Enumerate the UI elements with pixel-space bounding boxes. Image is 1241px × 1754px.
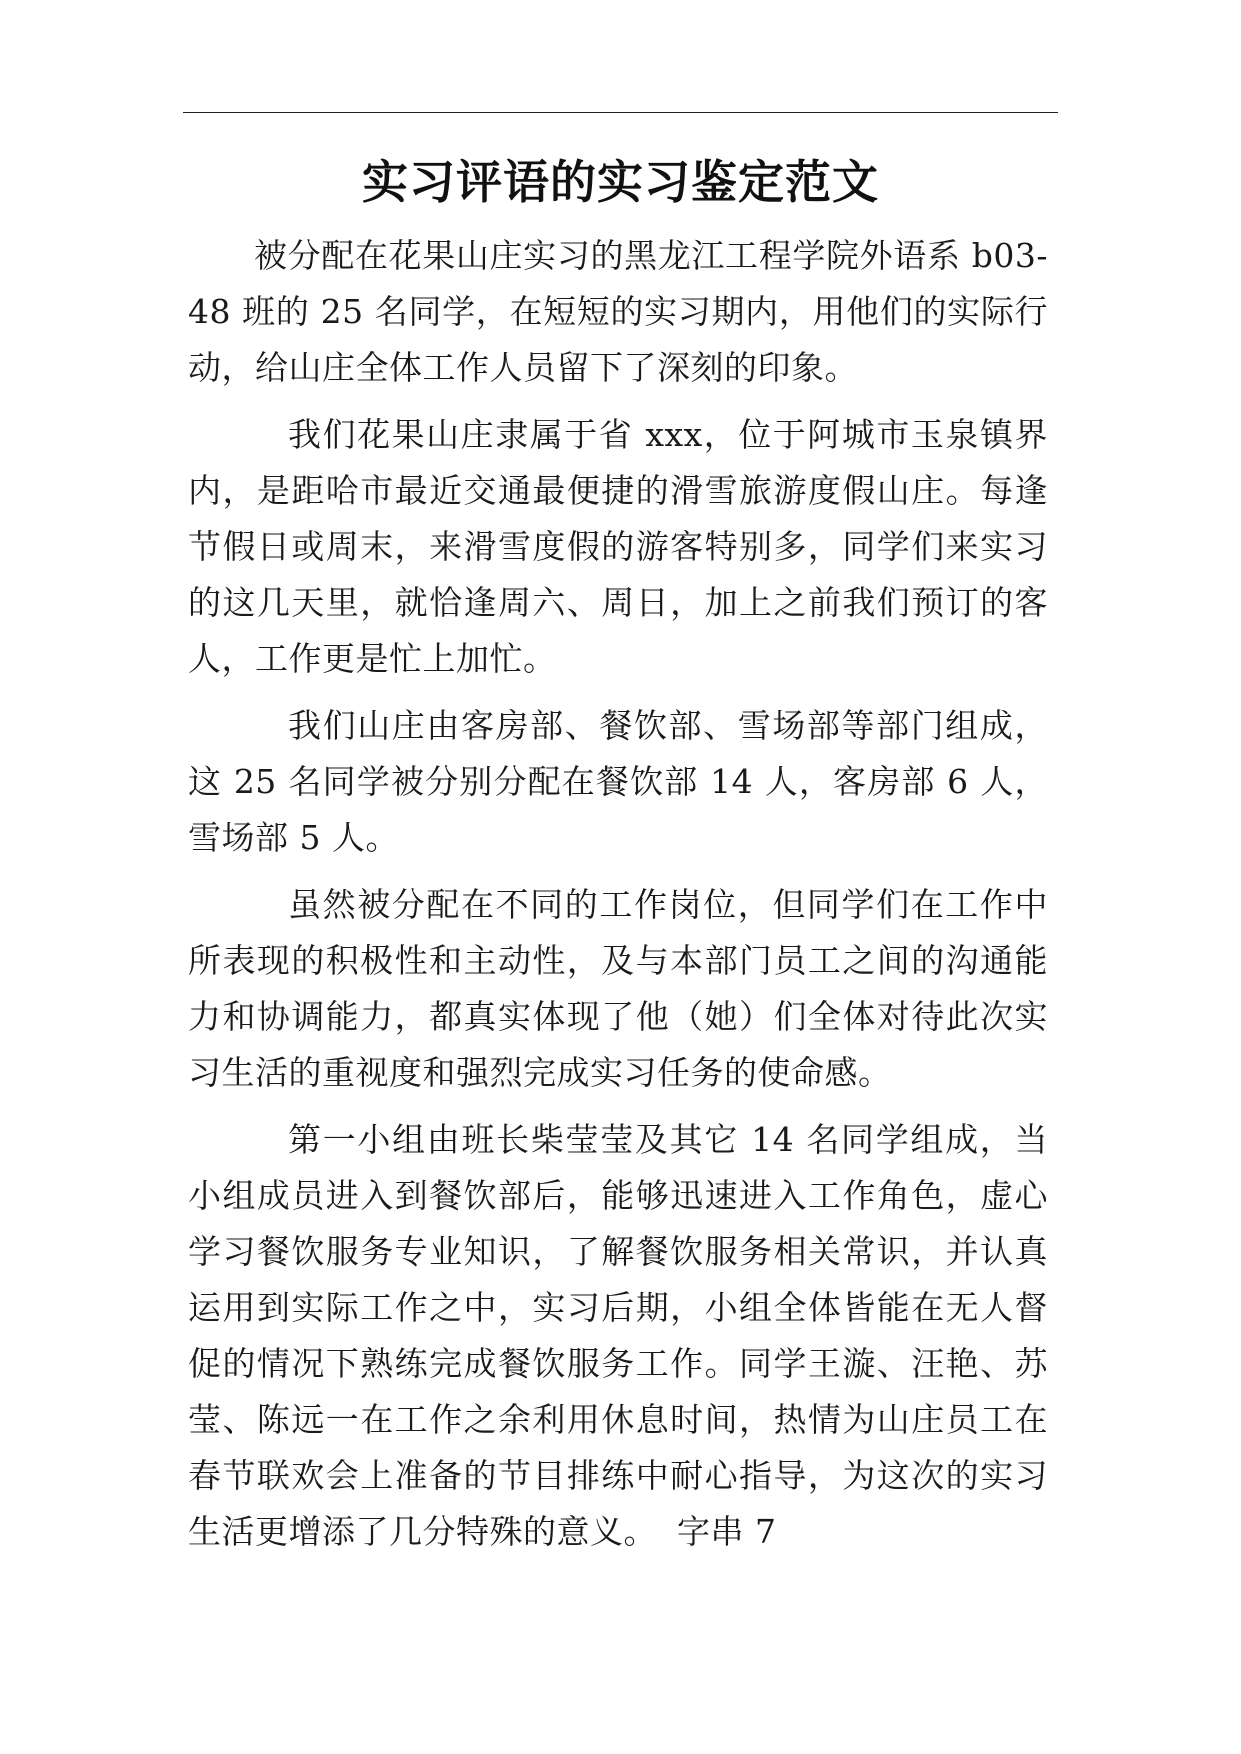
paragraph-3: 我们山庄由客房部、餐饮部、雪场部等部门组成，这 25 名同学被分别分配在餐饮部 14 人，客房部 6 人，雪场部 5 人。 — [188, 706, 1048, 857]
paragraph-5 — [188, 1112, 1048, 1560]
header-rule — [183, 112, 1058, 113]
trailing-note: 字串 7 — [677, 1512, 777, 1551]
paragraph-5-text: 第一小组由班长柴莹莹及其它 14 名同学组成，当小组成员进入到餐饮部后，能够迅速进入工作角色，虚心学习餐饮服务专业知识，了解餐饮服务相关常识，并认真运用到实际工作之中，实习后期，小组全体皆能在无人督促的情况下熟练完成餐饮服务工作。同学王漩、汪艳、苏莹、陈远一在工作之余利用休息时间，热情为山庄员工在春节联欢会上准备的节目排练中耐心指导，为这次的实习生活更增添了几分特殊的意义。 — [188, 1120, 1048, 1551]
paragraph-4: 虽然被分配在不同的工作岗位，但同学们在工作中所表现的积极性和主动性，及与本部门员工之间的沟通能力和协调能力，都真实体现了他（她）们全体对待此次实习生活的重视度和强烈完成实习任务的使命感。 — [188, 885, 1048, 1092]
paragraph-1: 被分配在花果山庄实习的黑龙江工程学院外语系 b03-48 班的 25 名同学，在短短的实习期内，用他们的实际行动，给山庄全体工作人员留下了深刻的印象。 — [188, 236, 1048, 387]
document-body — [188, 228, 1048, 1560]
document-title: 实习评语的实习鉴定范文 — [362, 155, 879, 209]
paragraph-2: 我们花果山庄隶属于省 xxx，位于阿城市玉泉镇界内，是距哈市最近交通最便捷的滑雪旅游度假山庄。每逢节假日或周末，来滑雪度假的游客特别多，同学们来实习的这几天里，就恰逢周六、周日，加上之前我们预订的客人，工作更是忙上加忙。 — [188, 415, 1048, 678]
